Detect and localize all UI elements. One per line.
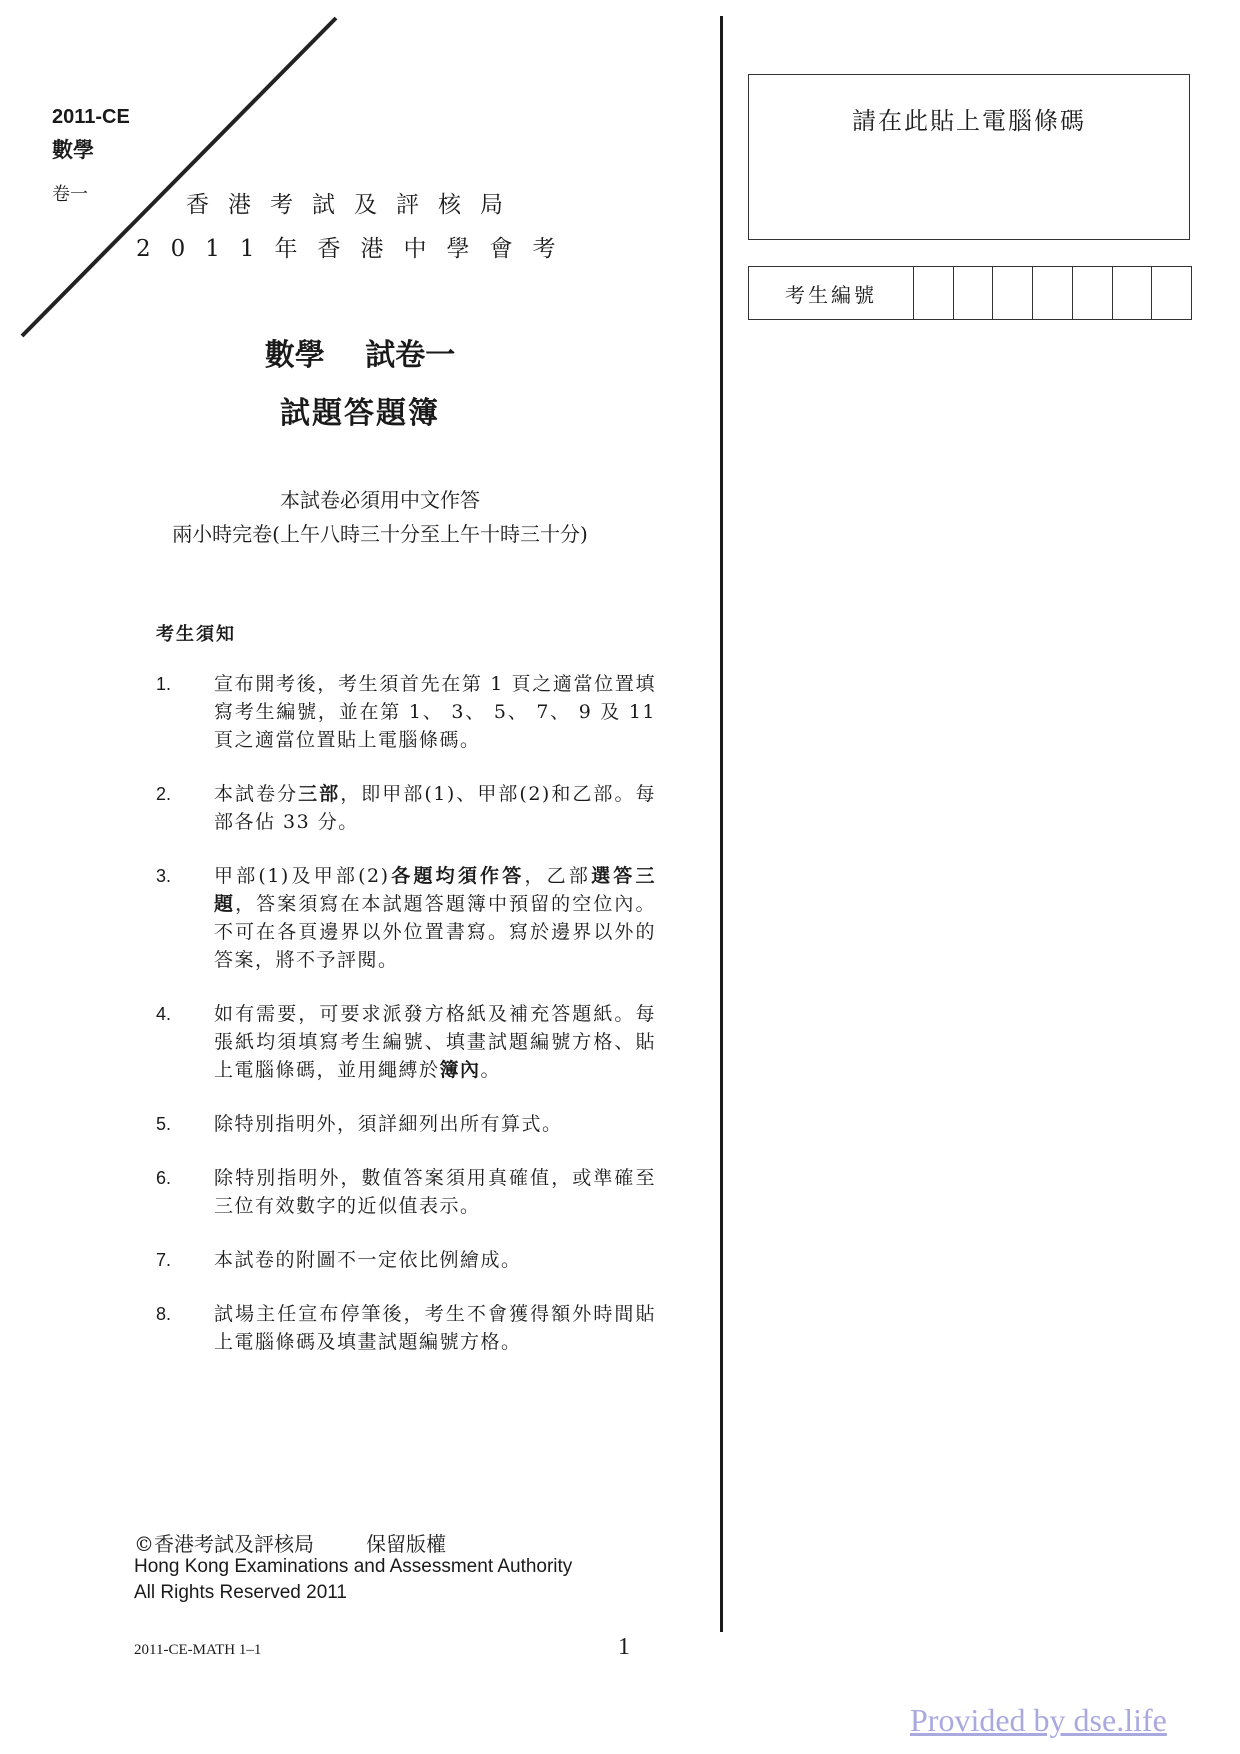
instructions-list — [156, 670, 656, 1382]
authority-name: 香港考試及評核局 — [186, 192, 522, 218]
instruction-text — [214, 1110, 656, 1138]
corner-paper-code: 2011-CE — [52, 106, 130, 128]
watermark-link[interactable]: Provided by dse.life — [910, 1702, 1167, 1738]
instruction-text-part: 試場主任宣布停筆後，考生不會獲得額外時間貼上電腦條碼及填畫試題編號方格。 — [214, 1303, 656, 1353]
copyright-zh — [134, 1528, 446, 1557]
instruction-text — [214, 1000, 656, 1084]
instruction-text — [214, 1246, 656, 1274]
instruction-item — [156, 862, 656, 974]
candidate-number-cell[interactable] — [914, 267, 954, 319]
instruction-number: 1. — [156, 674, 172, 694]
instruction-item — [156, 1164, 656, 1220]
instruction-text-part: 本試卷分 — [214, 783, 299, 805]
instruction-number: 2. — [156, 784, 172, 804]
instruction-text-part: 除特別指明外，數值答案須用真確值，或準確至三位有效數字的近似值表示。 — [214, 1167, 656, 1217]
instruction-emphasis: 三部 — [298, 783, 341, 805]
rights-reserved-en: All Rights Reserved 2011 — [134, 1582, 347, 1603]
instruction-number: 7. — [156, 1250, 172, 1270]
instruction-item — [156, 670, 656, 754]
copyright-zh-text: ©香港考試及評核局 — [134, 1532, 314, 1556]
instruction-emphasis: 各題均須作答 — [389, 865, 525, 887]
instructions-heading: 考生須知 — [156, 624, 236, 645]
candidate-number-box — [748, 266, 1192, 320]
candidate-number-cell[interactable] — [954, 267, 994, 319]
corner-paper-label: 卷一 — [52, 184, 88, 205]
barcode-sticker-box — [748, 74, 1190, 240]
candidate-number-cell[interactable] — [1033, 267, 1073, 319]
candidate-number-cell[interactable] — [1073, 267, 1113, 319]
instruction-item — [156, 1000, 656, 1084]
instruction-item — [156, 1246, 656, 1274]
instruction-emphasis: 選答三題 — [214, 865, 656, 915]
candidate-number-cell[interactable] — [1113, 267, 1153, 319]
instruction-item — [156, 1300, 656, 1356]
barcode-label: 請在此貼上電腦條碼 — [852, 107, 1086, 135]
instruction-emphasis: 簿內 — [439, 1059, 481, 1081]
instruction-number: 8. — [156, 1304, 172, 1324]
instruction-text — [214, 862, 656, 974]
language-note: 本試卷必須用中文作答 — [280, 488, 480, 512]
time-note: 兩小時完卷(上午八時三十分至上午十時三十分) — [172, 522, 588, 546]
instruction-number: 5. — [156, 1114, 172, 1134]
instruction-text — [214, 1300, 656, 1356]
instruction-text — [214, 1164, 656, 1220]
instruction-item — [156, 1110, 656, 1138]
instruction-text-part: ，即甲部(1)、甲部(2)和乙部。每部各佔 33 分。 — [214, 783, 656, 833]
instruction-text-part: ，答案須寫在本試題答題簿中預留的空位內。不可在各頁邊界以外位置書寫。寫於邊界以外的答案，將不予評閱。 — [214, 893, 656, 971]
exam-name: 2011年香港中學會考 — [136, 236, 576, 262]
instruction-text-part: 本試卷的附圖不一定依比例繪成。 — [214, 1249, 522, 1271]
paper-subtitle: 試題答題簿 — [280, 396, 440, 431]
instruction-text-part: 除特別指明外，須詳細列出所有算式。 — [214, 1113, 563, 1135]
candidate-number-label: 考生編號 — [749, 267, 914, 319]
instruction-text-part: ，乙部 — [524, 865, 592, 887]
instruction-item — [156, 780, 656, 836]
footer-paper-code: 2011-CE-MATH 1–1 — [134, 1642, 262, 1658]
page-divider — [720, 16, 723, 1632]
instruction-text-part: 如有需要，可要求派發方格紙及補充答題紙。每張紙均須填寫考生編號、填畫試題編號方格、貼上電腦條碼，並用繩縛於 — [214, 1003, 656, 1081]
instruction-number: 6. — [156, 1168, 172, 1188]
instruction-text-part: 宣布開考後，考生須首先在第 1 頁之適當位置填寫考生編號，並在第 1、 3、 5、 7、 9 及 11 頁之適當位置貼上電腦條碼。 — [214, 673, 656, 751]
candidate-number-cell[interactable] — [1152, 267, 1191, 319]
corner-subject: 數學 — [52, 138, 94, 162]
instruction-text — [214, 780, 656, 836]
instruction-text-part: 甲部(1)及甲部(2) — [214, 865, 390, 887]
paper-title: 數學 試卷一 — [264, 338, 456, 373]
instruction-number: 3. — [156, 866, 172, 886]
instruction-text-part: 。 — [480, 1059, 502, 1081]
authority-name-en: Hong Kong Examinations and Assessment Authority — [134, 1556, 573, 1577]
rights-zh-text: 保留版權 — [366, 1532, 446, 1556]
instruction-number: 4. — [156, 1004, 172, 1024]
page-number: 1 — [618, 1634, 630, 1660]
instruction-text — [214, 670, 656, 754]
candidate-number-cell[interactable] — [993, 267, 1033, 319]
